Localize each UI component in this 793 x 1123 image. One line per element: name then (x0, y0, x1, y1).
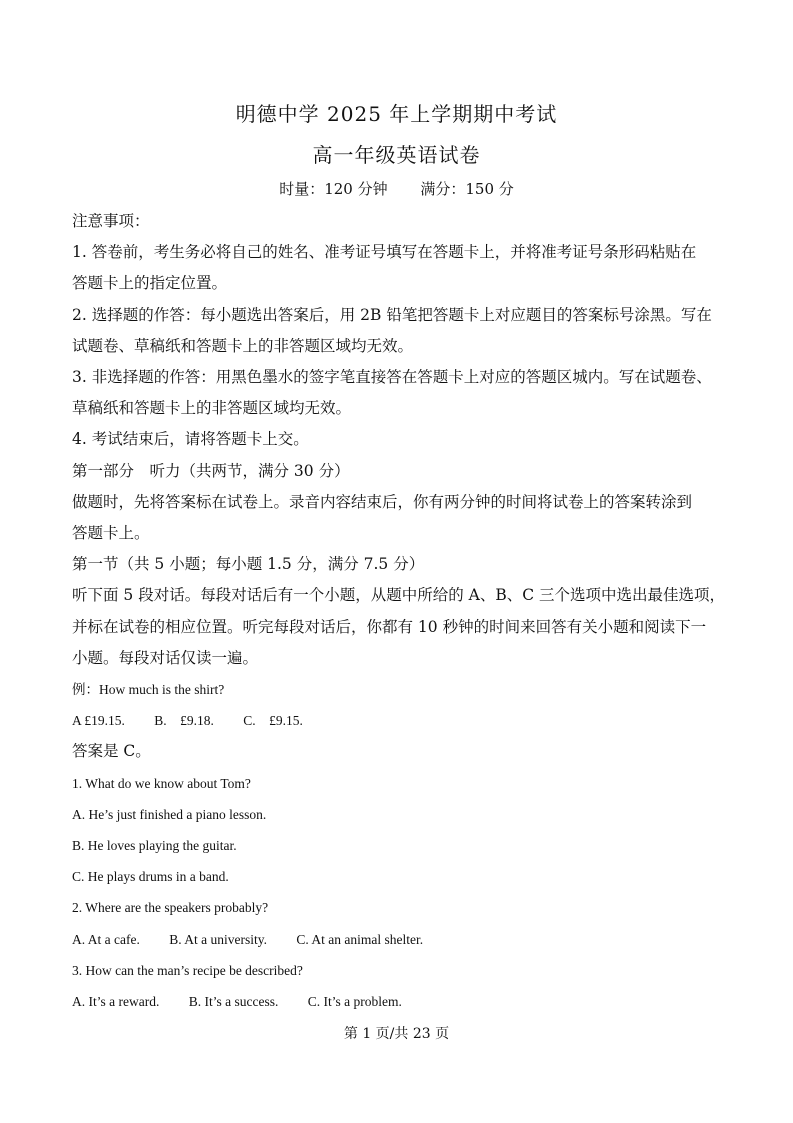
exam-meta (0, 178, 793, 199)
question-2-options (72, 924, 732, 955)
option: B. £9.18. (154, 713, 214, 729)
notice-line: 2. 选择题的作答：每小题选出答案后，用 2B 铅笔把答题卡上对应题目的答案标号涂黑。写在 (72, 305, 712, 324)
question-2: 2. Where are the speakers probably? (72, 900, 269, 916)
notice-line: 1. 答卷前，考生务必将自己的姓名、准考证号填写在答题卡上，并将准考证号条形码粘贴在 (72, 243, 697, 262)
notice-line: 答题卡上的指定位置。 (72, 274, 228, 293)
section-intro-line: 听下面 5 段对话。每段对话后有一个小题，从题中所给的 A、B、C 三个选项中选出最佳选项， (72, 586, 726, 605)
option: A. At a cafe. (72, 931, 140, 947)
section-heading: 第一节（共 5 小题；每小题 1.5 分，满分 7.5 分） (72, 555, 425, 574)
section-intro-line: 小题。每段对话仅读一遍。 (72, 648, 259, 667)
option: C. At an animal shelter. (296, 931, 424, 947)
option: B. It’s a success. (188, 994, 279, 1010)
option: A. He’s just finished a piano lesson. (72, 806, 267, 822)
section-intro-line: 并标在试卷的相应位置。听完每段对话后，你都有 10 秒钟的时间来回答有关小题和阅读下一 (72, 617, 707, 636)
notice-line: 4. 考试结束后，请将答题卡上交。 (72, 430, 309, 449)
exam-title: 明德中学 2025 年上学期期中考试 (235, 102, 558, 126)
option: B. At a university. (169, 931, 267, 947)
example-options (72, 705, 732, 736)
part-intro-line: 做题时，先将答案标在试卷上。录音内容结束后，你有两分钟的时间将试卷上的答案转涂到 (72, 492, 693, 511)
example-question: 例：How much is the shirt? (72, 682, 225, 698)
exam-body (72, 206, 732, 1017)
part-intro-line: 答题卡上。 (72, 524, 150, 543)
option: B. He loves playing the guitar. (72, 838, 237, 854)
exam-duration: 时量：120 分钟 (279, 180, 388, 198)
exam-subtitle: 高一年级英语试卷 (312, 143, 481, 167)
page-number: 第 1 页/共 23 页 (343, 1026, 450, 1042)
notice-heading: 注意事项： (72, 212, 150, 230)
exam-total-score: 满分：150 分 (420, 180, 514, 198)
option: A. It’s a reward. (72, 994, 160, 1010)
part-heading: 第一部分 听力（共两节，满分 30 分） (72, 461, 350, 480)
example-answer: 答案是 C。 (72, 742, 151, 761)
option: C. £9.15. (243, 713, 303, 729)
option: A £19.15. (72, 713, 125, 729)
question-1: 1. What do we know about Tom? (72, 775, 251, 791)
notice-line: 试题卷、草稿纸和答题卡上的非答题区域均无效。 (72, 336, 414, 355)
option: C. He plays drums in a band. (72, 869, 229, 885)
notice-line: 3. 非选择题的作答：用黑色墨水的签字笔直接答在答题卡上对应的答题区城内。写在试题卷、 (72, 368, 712, 387)
question-3: 3. How can the man’s recipe be described? (72, 962, 303, 978)
question-3-options (72, 986, 732, 1017)
option: C. It’s a problem. (307, 994, 402, 1010)
notice-line: 草稿纸和答题卡上的非答题区域均无效。 (72, 399, 352, 418)
